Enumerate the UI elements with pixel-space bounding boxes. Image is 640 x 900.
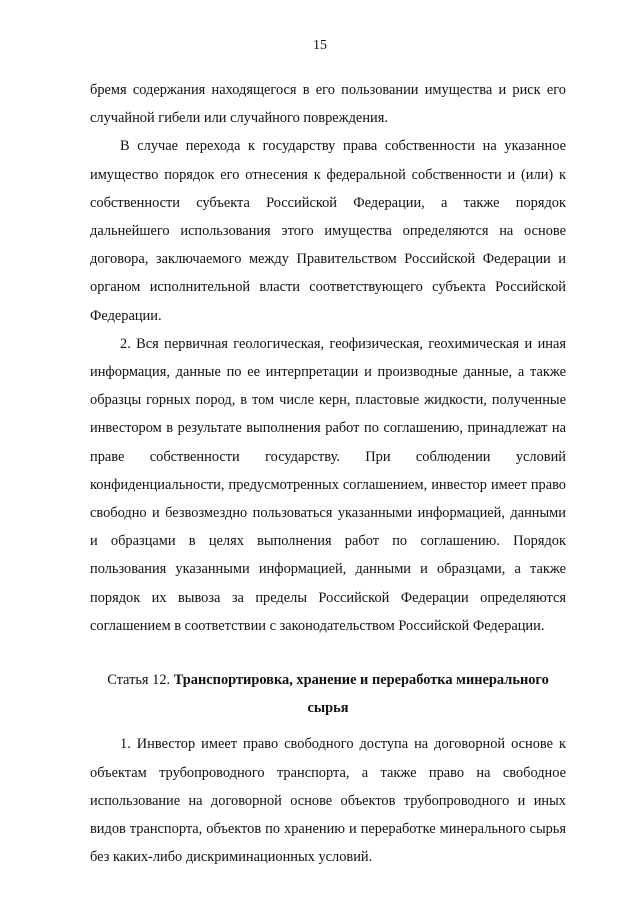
article-title: Транспортировка, хранение и переработка минерального сырья xyxy=(173,672,549,717)
page-number: 15 xyxy=(313,38,327,53)
article-heading xyxy=(90,666,566,722)
paragraph-continued: бремя содержания находящегося в его пользовании имущества и риск его случайной гибели или случайного повреждения. xyxy=(90,82,566,127)
paragraph-property-transfer: В случае перехода к государству права собственности на указанное имущество порядок его отнесения к федеральной собственности и (или) к собственности субъекта Российской Федерации, а также порядок дальнейшего использования этого имущества определяются на основе договора, заключаемого между Правительством Российской Федерации и органом исполнительной власти соответствующего субъекта Российской Федерации. xyxy=(90,138,566,324)
paragraph-transport-access: 1. Инвестор имеет право свободного доступа на договорной основе к объектам трубопроводного транспорта, а также право на свободное использование на договорной основе объектов трубопроводного и иных видов транспорта, объектов по хранению и переработке минерального сырья без каких-либо дискриминационных условий. xyxy=(90,736,566,866)
document-body xyxy=(90,76,566,871)
article-label: Статья 12. xyxy=(107,672,171,689)
paragraph-geological-information: 2. Вся первичная геологическая, геофизическая, геохимическая и иная информация, данные по ее интерпретации и производные данные, а также образцы горных пород, в том числе керн, пластовые жидкости, полученные инвестором в результате выполнения работ по соглашению, принадлежат на праве собственности государству. При соблюдении условий конфиденциальности, предусмотренных соглашением, инвестор имеет право свободно и безвозмездно пользоваться указанными информацией, данными и образцами в целях выполнения работ по соглашению. Порядок пользования указанными информацией, данными и образцами, а также порядок их вывоза за пределы Российской Федерации определяются соглашением в соответствии с законодательством Российской Федерации. xyxy=(90,335,566,634)
